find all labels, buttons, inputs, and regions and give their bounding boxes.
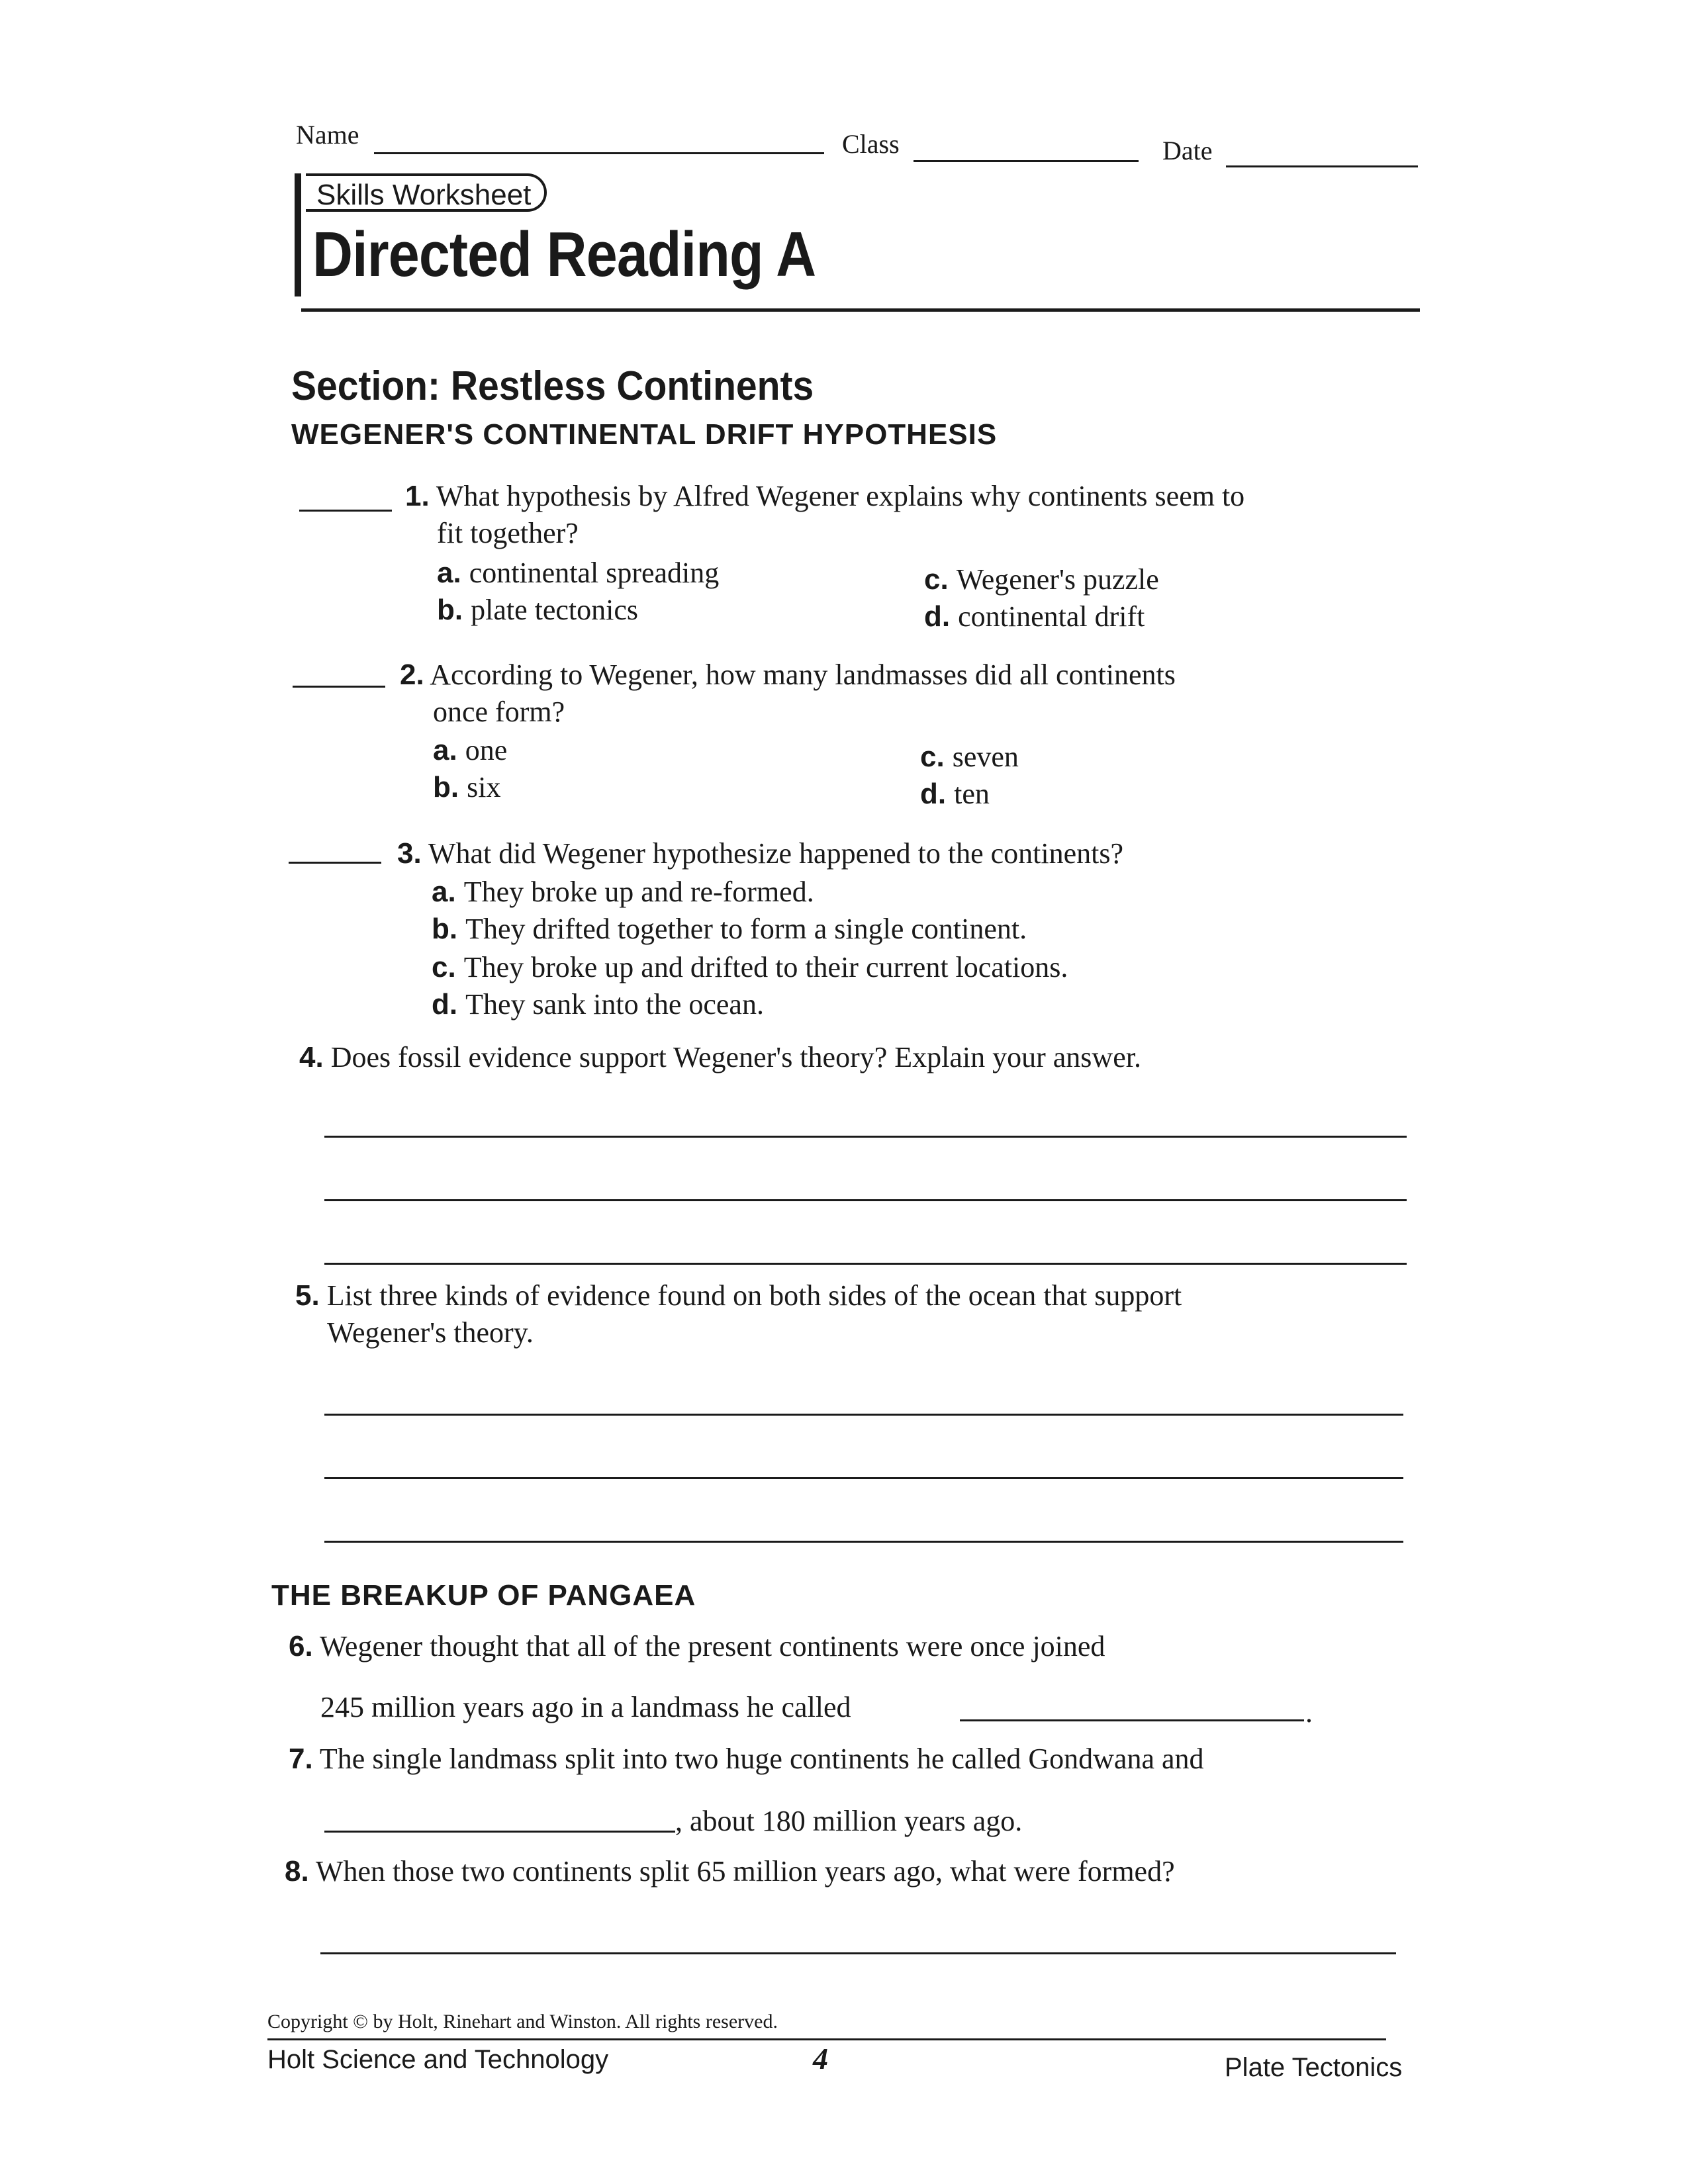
name-field[interactable] [374, 152, 824, 154]
question-5-text-cont: Wegener's theory. [327, 1316, 534, 1349]
question-number: 5. [295, 1279, 320, 1312]
copyright-notice: Copyright © by Holt, Rinehart and Winston. All rights reserved. [267, 2011, 778, 2032]
question-text: Wegener thought that all of the present continents were once joined [319, 1630, 1105, 1662]
q1-option-d[interactable]: d. continental drift [924, 600, 1145, 633]
question-1 [405, 478, 1244, 515]
subhead-breakup-of-pangaea: THE BREAKUP OF PANGAEA [271, 1579, 696, 1612]
question-3 [397, 835, 1123, 872]
section-title: Section: Restless Continents [291, 363, 814, 409]
q6-period: . [1305, 1696, 1313, 1729]
question-8 [285, 1853, 1175, 1890]
answer-line-q8[interactable] [320, 1952, 1396, 1954]
answer-blank-q1[interactable] [299, 510, 392, 512]
question-6-text-cont: 245 million years ago in a landmass he called [320, 1691, 851, 1723]
worksheet-tag: Skills Worksheet [306, 173, 547, 212]
question-text: List three kinds of evidence found on both sides of the ocean that support [326, 1279, 1182, 1312]
answer-line-q4-3[interactable] [324, 1263, 1407, 1265]
footer-subject: Plate Tectonics [1225, 2053, 1403, 2082]
footer-publisher: Holt Science and Technology [267, 2045, 609, 2074]
subhead-continental-drift: WEGENER'S CONTINENTAL DRIFT HYPOTHESIS [291, 418, 998, 451]
question-2 [400, 657, 1176, 694]
question-number: 3. [397, 837, 422, 870]
question-2-text-cont: once form? [433, 696, 565, 728]
question-text: When those two continents split 65 million years ago, what were formed? [315, 1855, 1175, 1888]
q3-option-a[interactable]: a. They broke up and re-formed. [432, 876, 814, 908]
question-6 [289, 1628, 1105, 1665]
footer-rule [267, 2038, 1386, 2040]
question-text: What hypothesis by Alfred Wegener explains why continents seem to [436, 480, 1245, 512]
name-label: Name [296, 120, 359, 150]
question-7-text-cont: , about 180 million years ago. [675, 1805, 1023, 1837]
class-field[interactable] [914, 160, 1139, 162]
q2-option-a[interactable]: a. one [433, 734, 508, 766]
q1-option-c[interactable]: c. Wegener's puzzle [924, 563, 1159, 596]
q2-option-d[interactable]: d. ten [920, 778, 990, 810]
q3-option-b[interactable]: b. They drifted together to form a single continent. [432, 913, 1027, 945]
question-text: The single landmass split into two huge continents he called Gondwana and [319, 1743, 1204, 1775]
answer-line-q4-2[interactable] [324, 1199, 1407, 1201]
q3-option-d[interactable]: d. They sank into the ocean. [432, 988, 764, 1021]
question-number: 6. [289, 1630, 313, 1662]
question-number: 1. [405, 480, 430, 512]
q2-option-b[interactable]: b. six [433, 771, 501, 803]
date-label: Date [1162, 136, 1213, 165]
question-number: 4. [299, 1041, 324, 1073]
date-field[interactable] [1226, 165, 1418, 167]
question-number: 7. [289, 1743, 313, 1775]
question-text: According to Wegener, how many landmasses did all continents [430, 659, 1176, 691]
question-text: What did Wegener hypothesize happened to the continents? [428, 837, 1123, 870]
question-7 [289, 1741, 1204, 1778]
page-title: Directed Reading A [312, 219, 816, 290]
question-number: 2. [400, 659, 424, 691]
answer-line-q5-3[interactable] [324, 1541, 1403, 1543]
fill-blank-q7[interactable] [324, 1831, 675, 1833]
question-5 [295, 1277, 1182, 1314]
page-number: 4 [813, 2042, 828, 2075]
q2-option-c[interactable]: c. seven [920, 741, 1019, 773]
q1-option-b[interactable]: b. plate tectonics [437, 594, 639, 626]
title-bar [295, 173, 301, 296]
answer-blank-q2[interactable] [293, 686, 385, 688]
q3-option-c[interactable]: c. They broke up and drifted to their current locations. [432, 951, 1068, 983]
question-text: Does fossil evidence support Wegener's theory? Explain your answer. [330, 1041, 1141, 1073]
q1-option-a[interactable]: a. continental spreading [437, 557, 720, 589]
answer-line-q4-1[interactable] [324, 1136, 1407, 1138]
title-rule [301, 308, 1420, 312]
answer-line-q5-1[interactable] [324, 1414, 1403, 1416]
answer-line-q5-2[interactable] [324, 1477, 1403, 1479]
question-number: 8. [285, 1855, 309, 1888]
question-1-text-cont: fit together? [437, 517, 579, 549]
answer-blank-q3[interactable] [289, 862, 381, 864]
class-label: Class [842, 129, 900, 159]
fill-blank-q6[interactable] [960, 1719, 1304, 1721]
question-4 [299, 1039, 1141, 1076]
